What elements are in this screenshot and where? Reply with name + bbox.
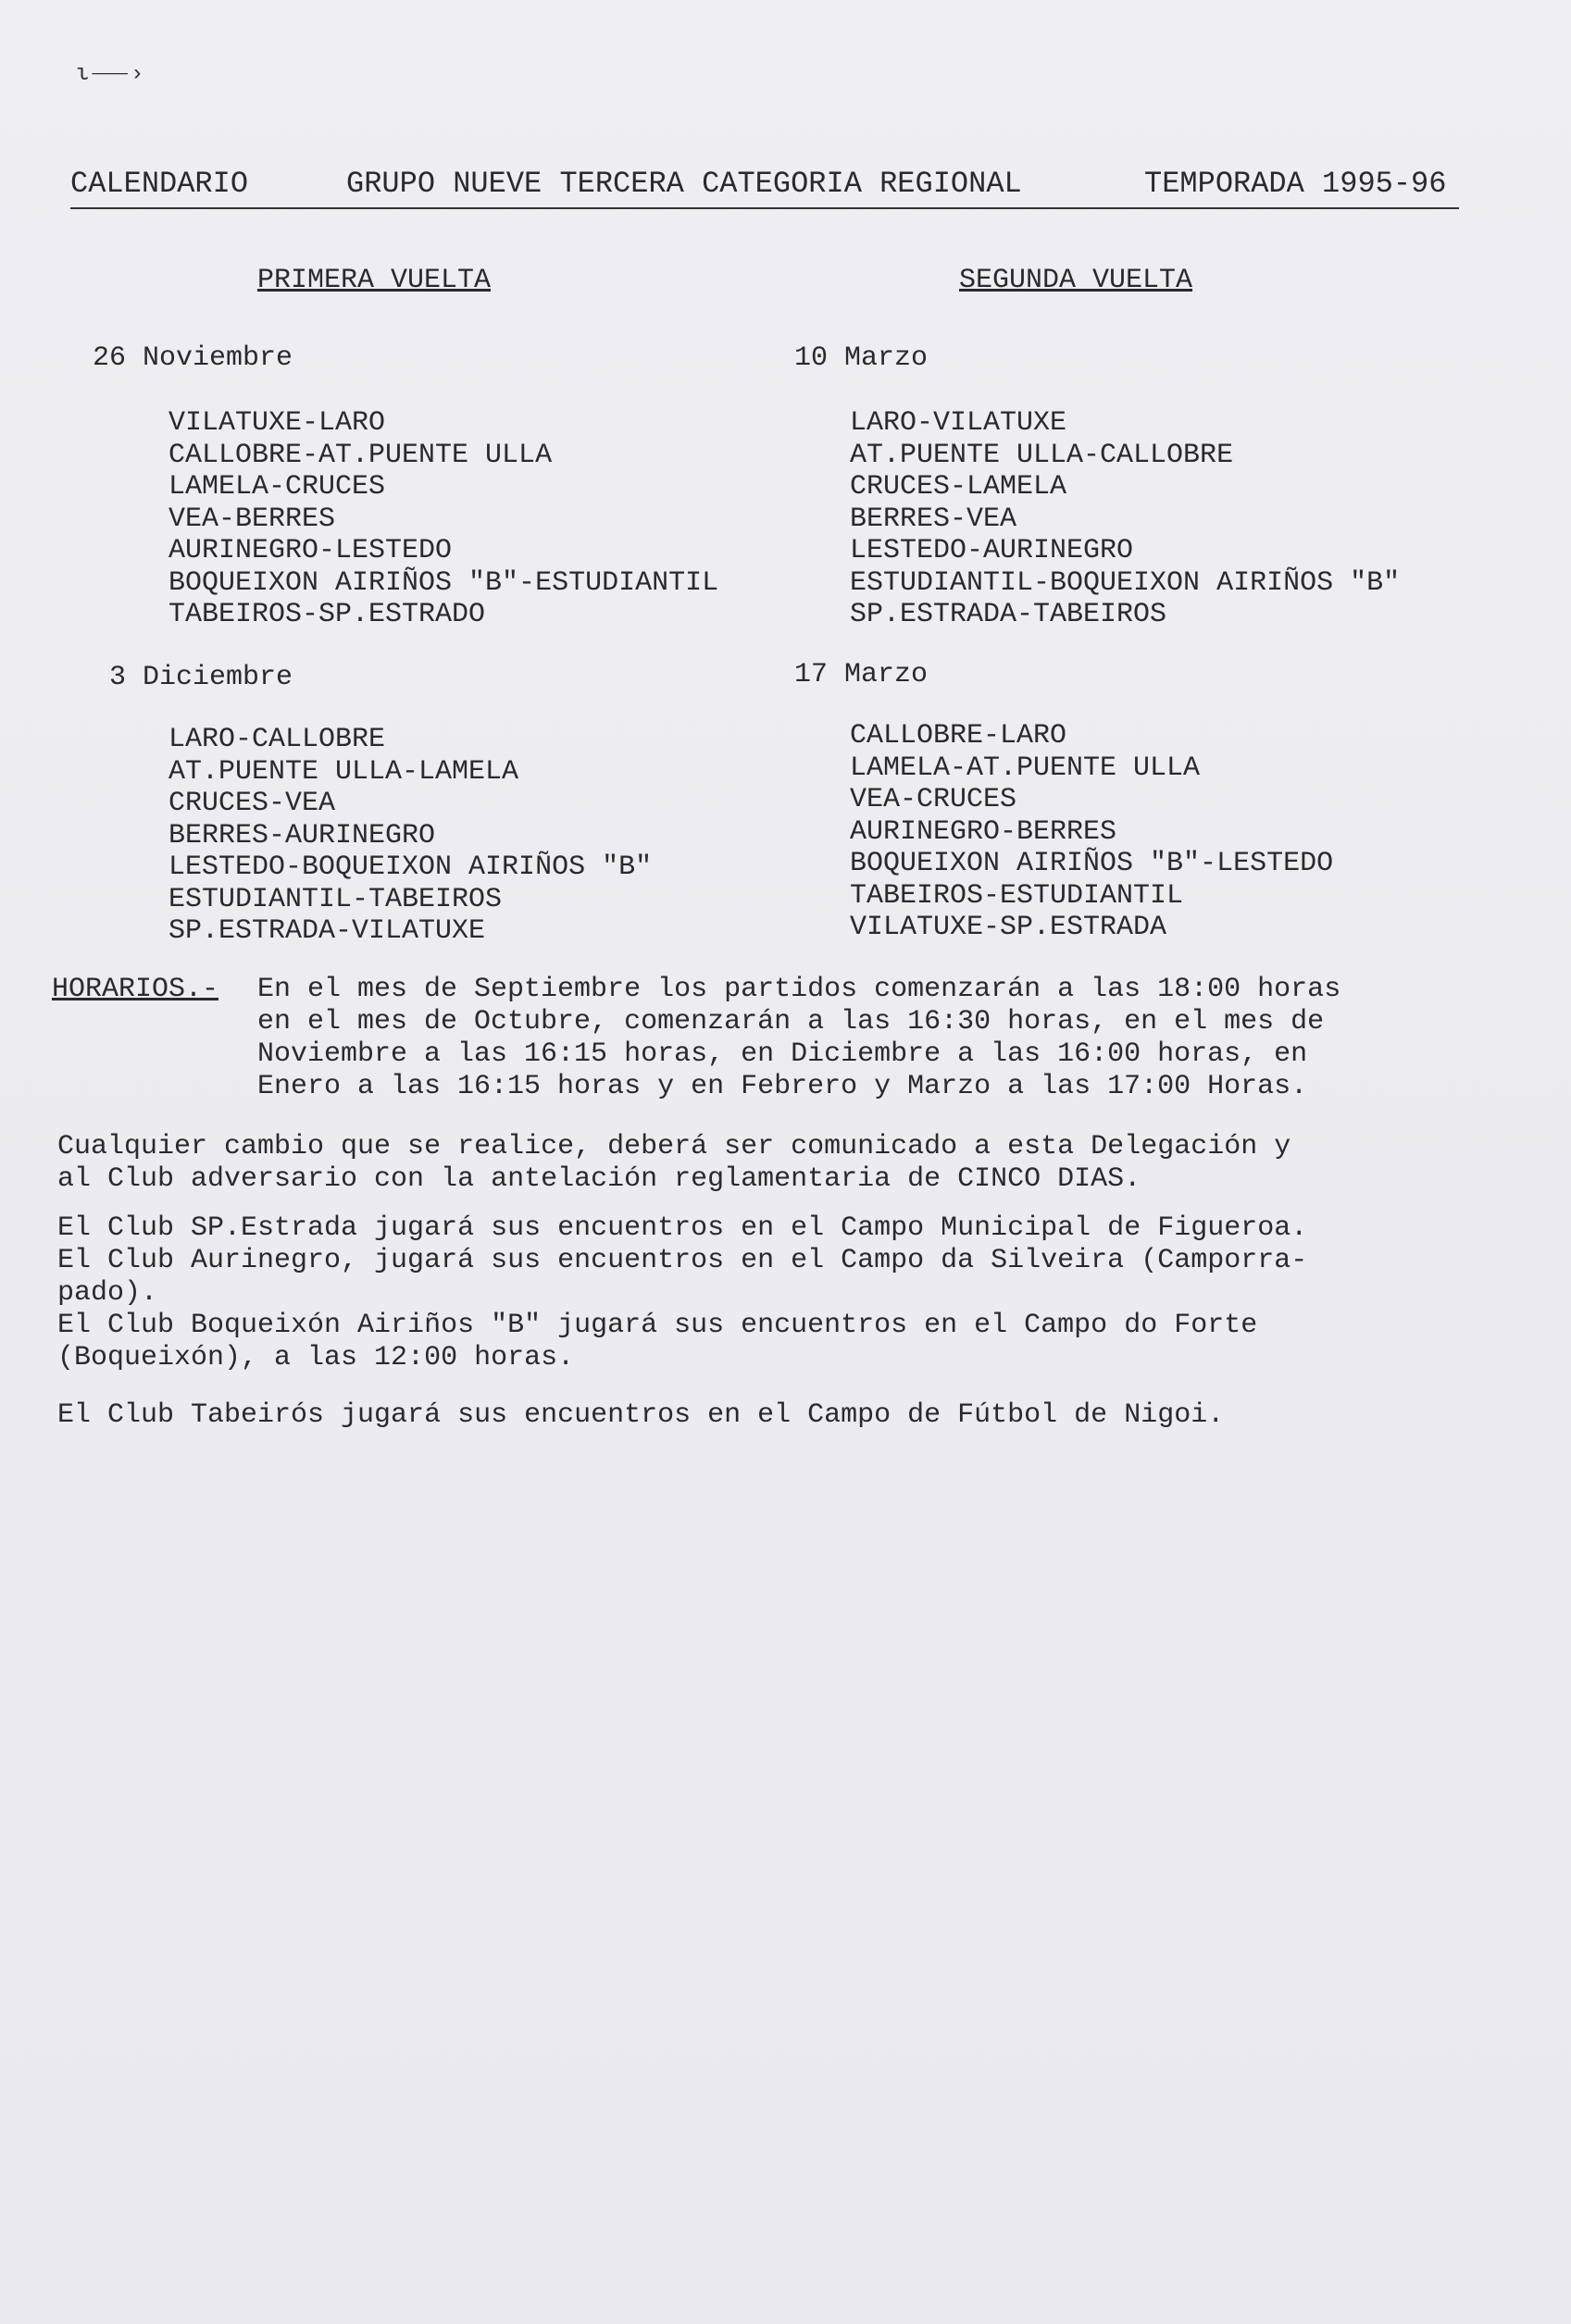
round-date: [93, 342, 293, 375]
header-group-title: GRUPO NUEVE TERCERA CATEGORIA REGIONAL: [346, 167, 1022, 201]
match-list: [168, 724, 652, 948]
horarios-section: [52, 974, 1477, 1103]
match-item: SP.ESTRADA-TABEIROS: [850, 599, 1167, 630]
match-item: CALLOBRE-LARO: [850, 720, 1067, 752]
horarios-label: HORARIOS.-: [52, 974, 219, 1005]
match-item: VEA-CRUCES: [850, 784, 1017, 815]
tabeiros-venue-paragraph: El Club Tabeirós jugará sus encuentros en el Campo de Fútbol de Nigoi.: [57, 1399, 1225, 1431]
match-item: AT.PUENTE ULLA-LAMELA: [168, 755, 519, 788]
match-item: LESTEDO-AURINEGRO: [850, 535, 1134, 566]
header-season: TEMPORADA 1995-96: [1144, 167, 1447, 201]
match-item: LAMELA-CRUCES: [168, 471, 386, 503]
round-date-label: 10 Marzo: [794, 342, 929, 374]
match-item: BOQUEIXON AIRIÑOS "B"-LESTEDO: [850, 848, 1334, 879]
match-list: [168, 407, 718, 631]
round-date-label: 3 Diciembre: [109, 662, 293, 693]
segunda-vuelta-title: SEGUNDA VUELTA: [959, 265, 1193, 296]
match-item: CRUCES-LAMELA: [850, 471, 1067, 503]
primera-vuelta-title: PRIMERA VUELTA: [257, 265, 492, 296]
match-item: AURINEGRO-LESTEDO: [168, 535, 453, 566]
round-date-label: 17 Marzo: [794, 659, 929, 690]
document-header: [70, 165, 1459, 209]
round-date: [109, 662, 293, 694]
match-item: LARO-CALLOBRE: [168, 724, 386, 755]
corner-mark: ι⸺›: [76, 62, 146, 87]
horarios-text: En el mes de Septiembre los partidos comenzarán a las 18:00 horas en el mes de Octubre, comenzarán a las 16:30 horas, en el mes de Noviembre a las 16:15 horas, en Diciembre a las 16:00 horas, en Enero a las 16:15 horas y en Febrero y Marzo a las 17:00 Horas.: [257, 974, 1341, 1102]
match-item: AT.PUENTE ULLA-CALLOBRE: [850, 439, 1234, 471]
match-item: LARO-VILATUXE: [850, 407, 1067, 439]
match-item: SP.ESTRADA-VILATUXE: [168, 915, 486, 947]
match-item: ESTUDIANTIL-BOQUEIXON AIRIÑOS "B": [850, 566, 1401, 599]
match-item: LESTEDO-BOQUEIXON AIRIÑOS "B": [168, 851, 653, 883]
match-item: AURINEGRO-BERRES: [850, 815, 1117, 848]
match-item: VILATUXE-SP.ESTRADA: [850, 912, 1167, 943]
round-date: [794, 342, 928, 375]
match-item: BOQUEIXON AIRIÑOS "B"-ESTUDIANTIL: [168, 566, 719, 599]
venues-paragraph: El Club SP.Estrada jugará sus encuentros en el Campo Municipal de Figueroa. El Club Aurinegro, jugará sus encuentros en el Campo da Silveira (Camporra- pado). El Club Boqueixón Airiños "B" jugará sus encuentros en el Campo do Forte (Boqueixón), a las 12:00 horas.: [57, 1212, 1308, 1373]
match-item: BERRES-VEA: [850, 503, 1017, 535]
match-item: CRUCES-VEA: [168, 788, 336, 819]
header-calendario: CALENDARIO: [70, 167, 249, 201]
match-item: BERRES-AURINEGRO: [168, 819, 436, 851]
notice-paragraph: Cualquier cambio que se realice, deberá ser comunicado a esta Delegación y al Club adversario con la antelación reglamentaria de CINCO DIAS.: [57, 1131, 1291, 1195]
match-list: [850, 407, 1400, 631]
round-date-label: 26 Noviembre: [93, 342, 293, 374]
match-item: VEA-BERRES: [168, 503, 336, 535]
match-item: LAMELA-AT.PUENTE ULLA: [850, 752, 1201, 784]
match-item: ESTUDIANTIL-TABEIROS: [168, 883, 503, 915]
match-list: [850, 720, 1333, 944]
match-item: TABEIROS-SP.ESTRADO: [168, 599, 486, 630]
match-item: TABEIROS-ESTUDIANTIL: [850, 879, 1184, 912]
round-date: [794, 659, 928, 691]
match-item: CALLOBRE-AT.PUENTE ULLA: [168, 439, 553, 471]
match-item: VILATUXE-LARO: [168, 407, 386, 439]
